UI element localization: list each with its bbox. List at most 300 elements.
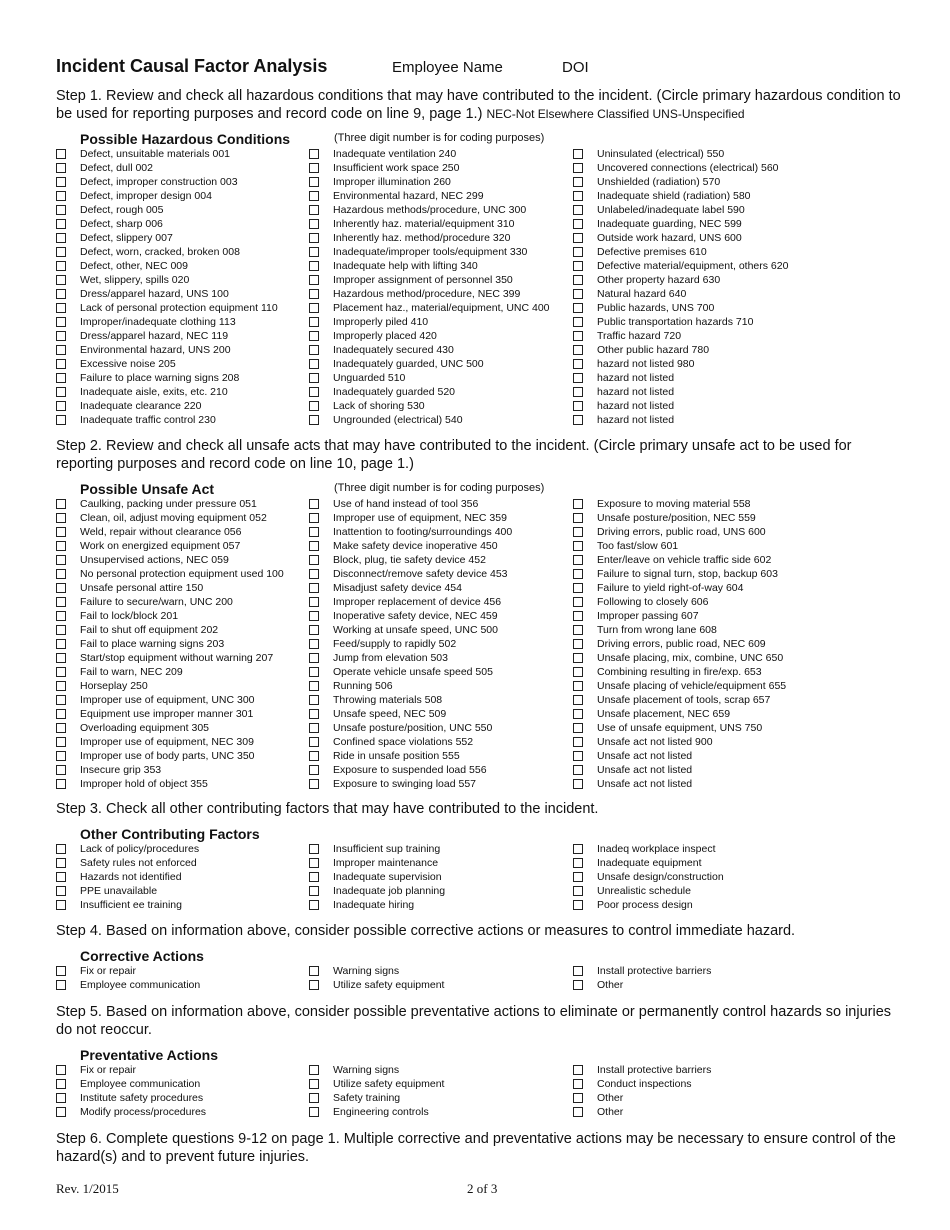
checklist-item-label: Misadjust safety device 454 [333, 582, 462, 594]
checkbox[interactable] [309, 737, 319, 747]
corrective-column-3 [573, 964, 711, 992]
checklist-item-label: Inadequately secured 430 [333, 344, 454, 356]
checkbox[interactable] [56, 233, 66, 243]
checklist-item-label: Uninsulated (electrical) 550 [597, 148, 725, 160]
checkbox[interactable] [56, 872, 66, 882]
checkbox[interactable] [56, 331, 66, 341]
checkbox[interactable] [56, 191, 66, 201]
checklist-item-label: Environmental hazard, UNS 200 [80, 344, 231, 356]
checkbox[interactable] [309, 373, 319, 383]
checkbox[interactable] [309, 625, 319, 635]
checkbox[interactable] [573, 765, 583, 775]
checkbox[interactable] [56, 415, 66, 425]
checkbox[interactable] [573, 373, 583, 383]
checkbox[interactable] [56, 499, 66, 509]
checkbox[interactable] [573, 191, 583, 201]
checklist-item-label: Inadequate/improper tools/equipment 330 [333, 246, 528, 258]
checklist-item-label: No personal protection equipment used 100 [80, 568, 284, 580]
checklist-item-label: Uncovered connections (electrical) 560 [597, 162, 779, 174]
checkbox[interactable] [56, 317, 66, 327]
checklist-item-label: hazard not listed [597, 400, 675, 412]
checklist-item-label: Hazardous methods/procedure, UNC 300 [333, 204, 527, 216]
checkbox[interactable] [56, 625, 66, 635]
checkbox[interactable] [309, 723, 319, 733]
checkbox[interactable] [309, 527, 319, 537]
checkbox[interactable] [309, 219, 319, 229]
checkbox[interactable] [309, 275, 319, 285]
checklist-item [573, 964, 711, 978]
checklist-item [56, 898, 199, 912]
checkbox[interactable] [56, 541, 66, 551]
checkbox[interactable] [573, 569, 583, 579]
checklist-item [309, 175, 550, 189]
checkbox[interactable] [309, 900, 319, 910]
checklist-item-label: Natural hazard 640 [597, 288, 687, 300]
checklist-item [56, 231, 278, 245]
checklist-item [56, 385, 278, 399]
checkbox[interactable] [573, 555, 583, 565]
checkbox[interactable] [56, 177, 66, 187]
checkbox[interactable] [309, 597, 319, 607]
checkbox[interactable] [309, 555, 319, 565]
checkbox[interactable] [573, 900, 583, 910]
checkbox[interactable] [56, 373, 66, 383]
checkbox[interactable] [309, 966, 319, 976]
checklist-item [309, 898, 445, 912]
checklist-item-label: Inadequate hiring [333, 899, 415, 911]
checklist-item-label: Driving errors, public road, NEC 609 [597, 638, 766, 650]
checkbox[interactable] [309, 751, 319, 761]
checklist-item-label: Enter/leave on vehicle traffic side 602 [597, 554, 772, 566]
checklist-item-label: Inadequately guarded 520 [333, 386, 456, 398]
checkbox[interactable] [309, 541, 319, 551]
checkbox[interactable] [573, 695, 583, 705]
hazards-coding-note: (Three digit number is for coding purposes) [334, 132, 545, 144]
checklist-item [56, 329, 278, 343]
checkbox[interactable] [573, 359, 583, 369]
checkbox[interactable] [573, 401, 583, 411]
checkbox[interactable] [309, 205, 319, 215]
checkbox[interactable] [56, 611, 66, 621]
checklist-item-label: Inoperative safety device, NEC 459 [333, 610, 498, 622]
checklist-item [309, 856, 445, 870]
checkbox[interactable] [56, 583, 66, 593]
checkbox[interactable] [309, 149, 319, 159]
checklist-item-label: Inadequately guarded, UNC 500 [333, 358, 484, 370]
checkbox[interactable] [309, 415, 319, 425]
checkbox[interactable] [573, 597, 583, 607]
checkbox[interactable] [309, 611, 319, 621]
checkbox[interactable] [56, 1093, 66, 1103]
checkbox[interactable] [56, 695, 66, 705]
checklist-item-label: Inadequate supervision [333, 871, 442, 883]
checkbox[interactable] [56, 1107, 66, 1117]
checkbox[interactable] [309, 289, 319, 299]
checklist-item-label: Lack of personal protection equipment 110 [80, 302, 278, 314]
unsafe-acts-column-3 [573, 497, 786, 791]
checkbox[interactable] [309, 233, 319, 243]
checkbox[interactable] [56, 247, 66, 257]
checklist-item [56, 679, 284, 693]
corrective-column-1 [56, 964, 200, 992]
checklist-item-label: Turn from wrong lane 608 [597, 624, 717, 636]
checkbox[interactable] [309, 858, 319, 868]
checkbox[interactable] [309, 177, 319, 187]
checklist-item-label: Unsafe personal attire 150 [80, 582, 204, 594]
employee-name-label: Employee Name [392, 59, 503, 76]
checkbox[interactable] [309, 667, 319, 677]
checklist-item [56, 856, 199, 870]
checkbox[interactable] [573, 653, 583, 663]
checklist-item [573, 287, 788, 301]
checkbox[interactable] [573, 415, 583, 425]
checklist-item-label: Fail to shut off equipment 202 [80, 624, 219, 636]
checklist-item-label: Safety rules not enforced [80, 857, 197, 869]
checkbox[interactable] [573, 751, 583, 761]
checklist-item-label: Public hazards, UNS 700 [597, 302, 715, 314]
step-3-text: Step 3. Check all other contributing factors that may have contributed to the incident. [56, 801, 599, 817]
checklist-item-label: Utilize safety equipment [333, 979, 445, 991]
checkbox[interactable] [309, 765, 319, 775]
checklist-item-label: Engineering controls [333, 1106, 429, 1118]
checkbox[interactable] [309, 709, 319, 719]
checklist-item-label: Failure to yield right-of-way 604 [597, 582, 744, 594]
checkbox[interactable] [56, 359, 66, 369]
checklist-item [309, 679, 512, 693]
checklist-item-label: Work on energized equipment 057 [80, 540, 241, 552]
checklist-item [573, 623, 786, 637]
checkbox[interactable] [573, 723, 583, 733]
checklist-item [573, 413, 788, 427]
checklist-item-label: Exposure to swinging load 557 [333, 778, 477, 790]
checkbox[interactable] [573, 527, 583, 537]
checklist-item [309, 259, 550, 273]
checkbox[interactable] [573, 858, 583, 868]
checkbox[interactable] [573, 886, 583, 896]
checklist-item-label: Feed/supply to rapidly 502 [333, 638, 457, 650]
checkbox[interactable] [573, 177, 583, 187]
checkbox[interactable] [56, 737, 66, 747]
checkbox[interactable] [309, 499, 319, 509]
checkbox[interactable] [56, 387, 66, 397]
checklist-item-label: Unsafe act not listed [597, 778, 693, 790]
checkbox[interactable] [309, 844, 319, 854]
checklist-item [573, 315, 788, 329]
checklist-item-label: Failure to place warning signs 208 [80, 372, 240, 384]
checkbox[interactable] [573, 966, 583, 976]
checklist-item [309, 721, 512, 735]
other-factors-column-1 [56, 842, 199, 912]
checkbox[interactable] [573, 872, 583, 882]
checklist-item-label: Defect, dull 002 [80, 162, 153, 174]
checklist-item [573, 553, 786, 567]
checklist-item [573, 539, 786, 553]
checklist-item [56, 763, 284, 777]
checkbox[interactable] [309, 681, 319, 691]
checklist-item-label: Unsafe placement, NEC 659 [597, 708, 731, 720]
checklist-item-label: Defect, worn, cracked, broken 008 [80, 246, 240, 258]
checkbox[interactable] [309, 639, 319, 649]
checklist-item [309, 371, 550, 385]
checkbox[interactable] [56, 653, 66, 663]
checkbox[interactable] [573, 611, 583, 621]
checklist-item [309, 884, 445, 898]
checkbox[interactable] [309, 163, 319, 173]
checkbox[interactable] [309, 303, 319, 313]
checklist-item-label: Jump from elevation 503 [333, 652, 448, 664]
checkbox[interactable] [573, 844, 583, 854]
checkbox[interactable] [309, 779, 319, 789]
checkbox[interactable] [56, 900, 66, 910]
checklist-item [573, 1077, 711, 1091]
checkbox[interactable] [573, 513, 583, 523]
checklist-item [573, 525, 786, 539]
checkbox[interactable] [573, 149, 583, 159]
checklist-item-label: Overloading equipment 305 [80, 722, 210, 734]
checklist-item-label: Modify process/procedures [80, 1106, 207, 1118]
checkbox[interactable] [573, 275, 583, 285]
checkbox[interactable] [573, 1079, 583, 1089]
checklist-item-label: Unsafe posture/position, NEC 559 [597, 512, 756, 524]
checklist-item [56, 147, 278, 161]
checklist-item [56, 623, 284, 637]
checkbox[interactable] [573, 980, 583, 990]
checkbox[interactable] [56, 401, 66, 411]
checklist-item [309, 203, 550, 217]
checkbox[interactable] [309, 980, 319, 990]
checklist-item [309, 1077, 444, 1091]
checklist-item [309, 245, 550, 259]
checklist-item-label: Combining resulting in fire/exp. 653 [597, 666, 762, 678]
checklist-item [56, 735, 284, 749]
checkbox[interactable] [309, 872, 319, 882]
checklist-item-label: Ungrounded (electrical) 540 [333, 414, 463, 426]
checklist-item-label: Insufficient ee training [80, 899, 182, 911]
checklist-item [309, 511, 512, 525]
checkbox[interactable] [309, 886, 319, 896]
checklist-item-label: Employee communication [80, 1078, 201, 1090]
checkbox[interactable] [573, 639, 583, 649]
checkbox[interactable] [56, 858, 66, 868]
checkbox[interactable] [56, 723, 66, 733]
checkbox[interactable] [573, 247, 583, 257]
checkbox[interactable] [309, 191, 319, 201]
checkbox[interactable] [56, 1079, 66, 1089]
checkbox[interactable] [573, 317, 583, 327]
checklist-item-label: hazard not listed [597, 414, 675, 426]
checklist-item-label: Lack of shoring 530 [333, 400, 425, 412]
checklist-item-label: Fix or repair [80, 965, 137, 977]
checkbox[interactable] [309, 569, 319, 579]
checkbox[interactable] [573, 709, 583, 719]
checklist-item [56, 259, 278, 273]
checkbox[interactable] [573, 541, 583, 551]
checkbox[interactable] [56, 709, 66, 719]
checklist-item-label: Inadequate help with lifting 340 [333, 260, 478, 272]
checkbox[interactable] [56, 966, 66, 976]
checkbox[interactable] [573, 345, 583, 355]
checklist-item [309, 301, 550, 315]
checklist-item [309, 651, 512, 665]
checklist-item-label: Inadequate aisle, exits, etc. 210 [80, 386, 228, 398]
checklist-item-label: Improper/inadequate clothing 113 [80, 316, 236, 328]
checkbox[interactable] [56, 681, 66, 691]
unsafe-acts-heading: Possible Unsafe Act [80, 481, 215, 497]
checklist-item-label: Unsafe placing, mix, combine, UNC 650 [597, 652, 784, 664]
checklist-item-label: Defect, improper construction 003 [80, 176, 238, 188]
checklist-item [309, 287, 550, 301]
checklist-item [309, 399, 550, 413]
checklist-item-label: Defective material/equipment, others 620 [597, 260, 789, 272]
checklist-item [56, 511, 284, 525]
checklist-item [309, 637, 512, 651]
checkbox[interactable] [56, 513, 66, 523]
checklist-item-label: Unlabeled/inadequate label 590 [597, 204, 745, 216]
checkbox[interactable] [309, 261, 319, 271]
hazards-column-1 [56, 147, 278, 427]
checkbox[interactable] [56, 1065, 66, 1075]
checklist-item [573, 870, 724, 884]
checkbox[interactable] [573, 387, 583, 397]
checklist-item-label: Inadequate job planning [333, 885, 446, 897]
checkbox[interactable] [573, 737, 583, 747]
checkbox[interactable] [573, 303, 583, 313]
checklist-item-label: Lack of policy/procedures [80, 843, 200, 855]
checklist-item-label: Other [597, 1092, 624, 1104]
checkbox[interactable] [56, 205, 66, 215]
checklist-item [56, 343, 278, 357]
checkbox[interactable] [56, 555, 66, 565]
checkbox[interactable] [309, 387, 319, 397]
checklist-item-label: Fix or repair [80, 1064, 137, 1076]
checklist-item [56, 842, 199, 856]
checkbox[interactable] [56, 163, 66, 173]
checkbox[interactable] [309, 1107, 319, 1117]
step-1-text: Step 1. Review and check all hazardous conditions that may have contributed to the incident. (Circle primary hazardous condition to be used for reporting purposes and record code on line 9, page 1.) [56, 88, 901, 122]
checklist-item-label: Employee communication [80, 979, 201, 991]
checkbox[interactable] [56, 751, 66, 761]
checkbox[interactable] [309, 317, 319, 327]
checklist-item [573, 511, 786, 525]
checkbox[interactable] [573, 667, 583, 677]
checkbox[interactable] [309, 1079, 319, 1089]
checklist-item-label: Defect, sharp 006 [80, 218, 163, 230]
checklist-item-label: Warning signs [333, 1064, 400, 1076]
hazardous-conditions-heading: Possible Hazardous Conditions [80, 131, 291, 147]
checkbox[interactable] [56, 639, 66, 649]
checkbox[interactable] [573, 205, 583, 215]
checkbox[interactable] [309, 331, 319, 341]
checkbox[interactable] [573, 1065, 583, 1075]
checkbox[interactable] [56, 980, 66, 990]
checkbox[interactable] [56, 219, 66, 229]
checkbox[interactable] [309, 653, 319, 663]
checkbox[interactable] [309, 583, 319, 593]
checkbox[interactable] [573, 681, 583, 691]
checklist-item [573, 898, 724, 912]
checkbox[interactable] [56, 844, 66, 854]
checkbox[interactable] [573, 289, 583, 299]
checkbox[interactable] [56, 261, 66, 271]
checkbox[interactable] [573, 163, 583, 173]
checklist-item-label: Unsafe posture/position, UNC 550 [333, 722, 493, 734]
checkbox[interactable] [56, 597, 66, 607]
checkbox[interactable] [309, 695, 319, 705]
checkbox[interactable] [309, 401, 319, 411]
checkbox[interactable] [309, 247, 319, 257]
checkbox[interactable] [56, 149, 66, 159]
checkbox[interactable] [56, 569, 66, 579]
checkbox[interactable] [56, 303, 66, 313]
checklist-item [573, 175, 788, 189]
checklist-item [573, 357, 788, 371]
checkbox[interactable] [573, 1093, 583, 1103]
checklist-item-label: Operate vehicle unsafe speed 505 [333, 666, 493, 678]
other-factors-column-3 [573, 842, 724, 912]
doi-label: DOI [562, 59, 589, 76]
checkbox[interactable] [573, 779, 583, 789]
checklist-item-label: Failure to secure/warn, UNC 200 [80, 596, 233, 608]
checklist-item [573, 1105, 711, 1119]
checklist-item-label: Unsafe speed, NEC 509 [333, 708, 447, 720]
checkbox[interactable] [56, 667, 66, 677]
checklist-item-label: Insufficient sup training [333, 843, 441, 855]
checkbox[interactable] [309, 1065, 319, 1075]
checkbox[interactable] [56, 275, 66, 285]
checkbox[interactable] [309, 345, 319, 355]
checklist-item [309, 1105, 444, 1119]
checklist-item [573, 856, 724, 870]
checkbox[interactable] [56, 765, 66, 775]
checklist-item [573, 147, 788, 161]
checklist-item-label: Conduct inspections [597, 1078, 692, 1090]
checklist-item-label: Poor process design [597, 899, 693, 911]
checklist-item [309, 189, 550, 203]
checkbox[interactable] [573, 219, 583, 229]
checklist-item [56, 287, 278, 301]
checkbox[interactable] [56, 527, 66, 537]
checklist-item [56, 301, 278, 315]
checkbox[interactable] [56, 345, 66, 355]
checkbox[interactable] [573, 583, 583, 593]
checklist-item-label: Improper assignment of personnel 350 [333, 274, 513, 286]
checkbox[interactable] [573, 331, 583, 341]
checkbox[interactable] [573, 1107, 583, 1117]
checklist-item [573, 1063, 711, 1077]
checklist-item-label: Fail to lock/block 201 [80, 610, 179, 622]
checkbox[interactable] [309, 513, 319, 523]
checkbox[interactable] [309, 1093, 319, 1103]
checkbox[interactable] [56, 289, 66, 299]
checkbox[interactable] [573, 499, 583, 509]
checkbox[interactable] [573, 233, 583, 243]
checklist-item [573, 651, 786, 665]
checklist-item [56, 497, 284, 511]
revision-label: Rev. 1/2015 [56, 1181, 119, 1196]
checkbox[interactable] [573, 261, 583, 271]
checklist-item-label: Improper use of equipment, UNC 300 [80, 694, 255, 706]
checklist-item [56, 175, 278, 189]
preventative-column-1 [56, 1063, 206, 1119]
form-header [56, 56, 906, 80]
checkbox[interactable] [56, 779, 66, 789]
page-title: Incident Causal Factor Analysis [56, 56, 328, 76]
checklist-item-label: Running 506 [333, 680, 393, 692]
checkbox[interactable] [309, 359, 319, 369]
checkbox[interactable] [56, 886, 66, 896]
checkbox[interactable] [573, 625, 583, 635]
checklist-item-label: Warning signs [333, 965, 400, 977]
